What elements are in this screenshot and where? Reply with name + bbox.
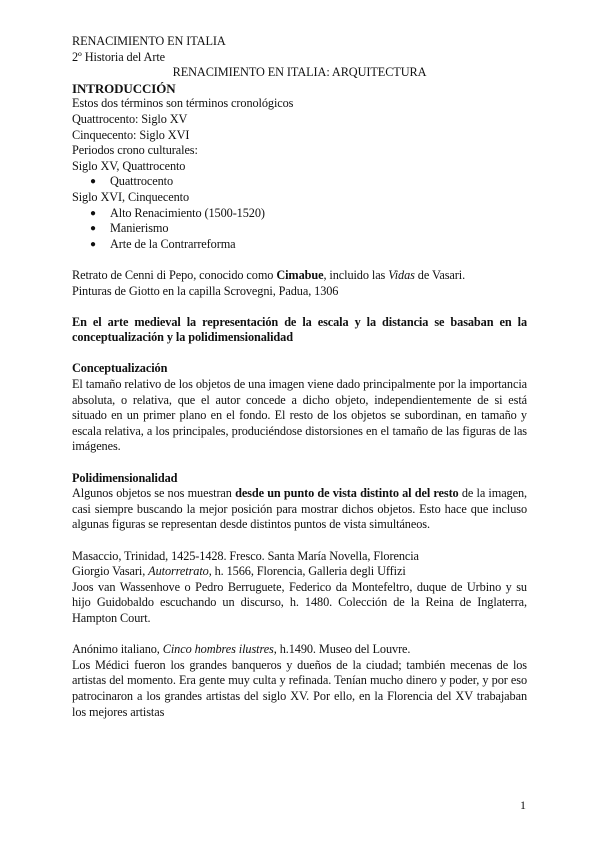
intro-line-5: Siglo XV, Quattrocento	[72, 158, 186, 173]
anonimo-line: Anónimo italiano, Cinco hombres ilustres, h.1490. Museo del Louvre.	[72, 642, 411, 657]
list-cinquecento	[72, 206, 527, 253]
doc-title: RENACIMIENTO EN ITALIA	[72, 34, 226, 48]
intro-line-cinquecento: Siglo XVI, Cinquecento	[72, 189, 189, 204]
spacer	[72, 455, 527, 471]
intro-line-3: Cinquecento: Siglo XVI	[72, 127, 190, 142]
bullet-icon: ●	[90, 238, 96, 250]
retrato-line: Retrato de Cenni di Pepo, conocido como Cimabue, incluido las Vidas de Vasari.	[72, 267, 466, 282]
medici-text: Los Médici fueron los grandes banqueros y dueños de la ciudad; también mecenas de los artistas del momento. Era gente muy culta y refinada. Tenían mucho dinero y poder, y por eso patrocinaron a los grandes artistas del siglo XV. Por ello, en la Florencia del XV trabajaban los mejores artistas	[72, 657, 527, 719]
document-page	[72, 34, 527, 720]
course-label: 2º Historia del Arte	[72, 49, 165, 64]
intro-line-4: Periodos crono culturales:	[72, 143, 198, 158]
list-item: ● Manierismo	[90, 221, 169, 236]
spacer	[72, 252, 527, 268]
spacer	[72, 533, 527, 549]
joos-line: Joos van Wassenhove o Pedro Berruguete, Federico da Montefeltro, duque de Urbino y su hijo Guidobaldo escuchando un discurso, h. 1480. Colección de la Reina de Inglaterra, Hampton Court.	[72, 579, 527, 625]
list-item: ● Alto Renacimiento (1500-1520)	[90, 205, 265, 220]
masaccio-line: Masaccio, Trinidad, 1425-1428. Fresco. Santa María Novella, Florencia	[72, 548, 419, 563]
section-title: RENACIMIENTO EN ITALIA: ARQUITECTURA	[172, 65, 427, 80]
conceptualizacion-heading: Conceptualización	[72, 361, 168, 376]
intro-line-2: Quattrocento: Siglo XV	[72, 111, 188, 126]
list-item: ● Quattrocento	[90, 174, 173, 189]
bullet-icon: ●	[90, 176, 96, 188]
spacer	[72, 346, 527, 362]
bullet-icon: ●	[90, 223, 96, 235]
bullet-icon: ●	[90, 207, 96, 219]
polidimensionalidad-text: Algunos objetos se nos muestran desde un punto de vista distinto al del resto de la imagen, casi siempre buscando la mejor posición para mostrar dichos objetos. Esto hace que incluso algunas figuras se representan desde distintos puntos de vista simultáneos.	[72, 486, 527, 532]
intro-line-1: Estos dos términos son términos cronológicos	[72, 96, 294, 111]
medieval-heading: En el arte medieval la representación de la escala y la distancia se basaban en la conceptualización y la polidimensionalidad	[72, 314, 527, 345]
spacer	[72, 299, 527, 315]
spacer	[72, 627, 527, 643]
conceptualizacion-text: El tamaño relativo de los objetos de una imagen viene dado principalmente por la importancia absoluta, o relativa, que el autor concede a dicho objeto, independientemente de si está situado en un primer plano en el fondo. El resto de los objetos se subordinan, en tamaño y escala relativa, a los principales, produciéndose distorsiones en el tamaño de las figuras de las imágenes.	[72, 377, 527, 454]
page-number: 1	[520, 798, 526, 812]
polidimensionalidad-heading: Polidimensionalidad	[72, 470, 178, 485]
list-quattrocento	[72, 174, 527, 190]
vasari-line: Giorgio Vasari, Autorretrato, h. 1566, Florencia, Galleria degli Uffizi	[72, 564, 406, 579]
intro-heading: INTRODUCCIÓN	[72, 80, 176, 96]
giotto-line: Pinturas de Giotto en la capilla Scrovegni, Padua, 1306	[72, 283, 339, 298]
list-item: ● Arte de la Contrarreforma	[90, 236, 236, 251]
